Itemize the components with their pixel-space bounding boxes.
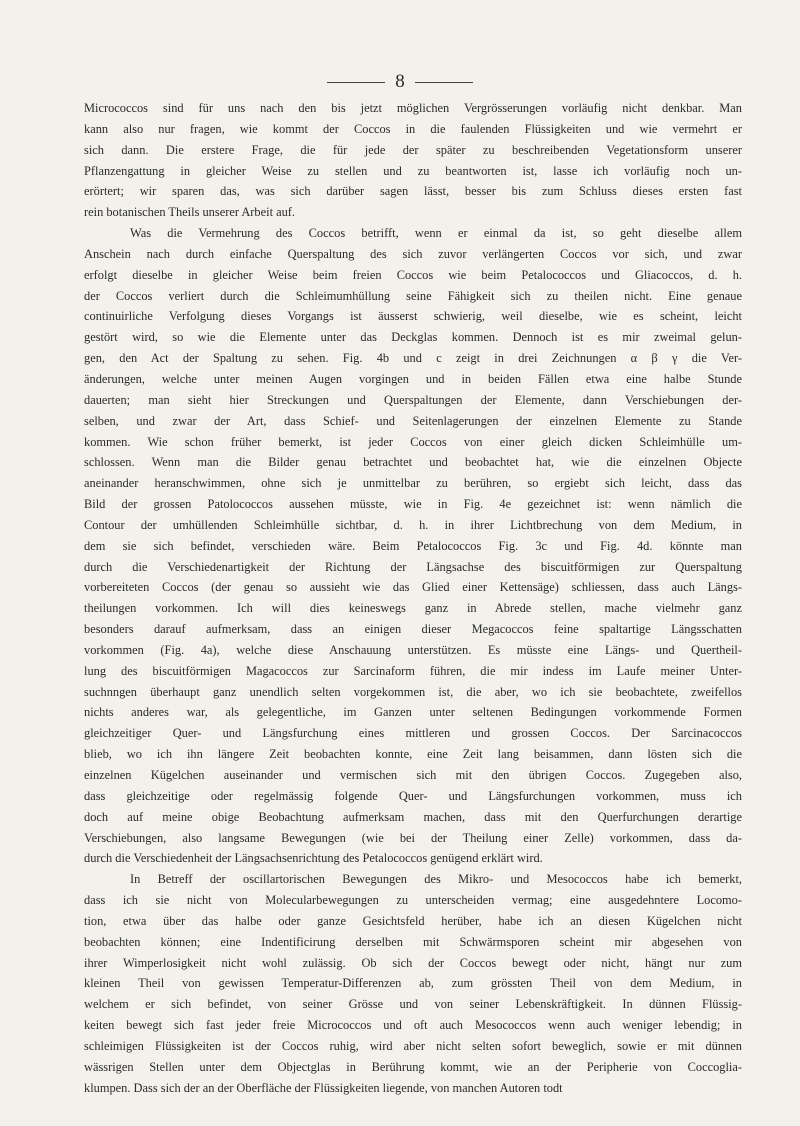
text-line: Bild der grossen Patolococcos aussehen müsste, wie in Fig. 4e gezeichnet ist: wenn nämlich die [84, 497, 742, 512]
text-line: dass gleichzeitige oder regelmässig folgende Quer- und Längsfurchungen vorkommen, muss ich [84, 788, 742, 803]
text-line: Anschein nach durch einfache Querspaltung des sich zuvor verlängerten Coccos vor sich, und zwar [84, 246, 742, 261]
text-line: einzelnen Kügelchen auseinander und vermischen sich mit den übrigen Coccos. Zugegeben also, [84, 768, 742, 782]
text-line: sich dann. Die erstere Frage, die für jede der später zu beschreibenden Vegetationsform unserer [84, 142, 742, 157]
text-line: gleichzeitiger Quer- und Längsfurchung eines mittleren und grossen Coccos. Der Sarcinacoccos [84, 726, 742, 741]
header-rule-left [327, 82, 385, 83]
header-rule-right [415, 82, 473, 83]
text-line: schlossen. Wenn man die Bilder genau betrachtet und beobachtet hat, wie die einzelnen Objecte [84, 455, 742, 470]
page-number: 8 [395, 71, 405, 92]
text-line: Pflanzengattung in gleicher Weise zu stellen und zu beantworten ist, lasse ich vorläufig noch un- [84, 163, 742, 178]
text-line: klumpen. Dass sich der an der Oberfläche der Flüssigkeiten liegende, von manchen Autoren todt [84, 1080, 563, 1095]
text-line: kann also nur fragen, wie kommt der Coccos in die faulenden Flüssigkeiten und wie vermehrt er [84, 121, 742, 136]
text-line: vorkommen (Fig. 4a), welche diese Anschauung unterstützen. Es müsste eine Längs- und Quertheil- [84, 642, 742, 657]
text-line: vorbereiteten Coccos (der genau so aussieht wie das Glied einer Kettensäge) schliessen, dass auch Längs- [84, 580, 742, 595]
text-line: Contour der umhüllenden Schleimhülle sichtbar, d. h. in ihrer Lichtbrechung von dem Medium, in [84, 517, 742, 532]
text-line: der Coccos verliert durch die Schleimumhüllung seine Fähigkeit sich zu theilen nicht. Eine genaue [84, 288, 742, 303]
text-line: durch die Verschiedenheit der Längsachsenrichtung des Petalococcos genügend erklärt wird. [84, 851, 543, 866]
text-line: erfolgt dieselbe in gleicher Weise beim freien Coccos wie beim Petalococcos und Gliacoccos, d. h. [84, 267, 742, 282]
text-line: Was die Vermehrung des Coccos betrifft, wenn er einmal da ist, so geht dieselbe allem [130, 226, 742, 241]
text-line: dem sie sich befindet, verschieden wäre. Beim Petalococcos Fig. 3c und Fig. 4d. könnte man [84, 538, 742, 553]
text-line: doch auf meine obige Beobachtung aufmerksam machen, dass mit den Querfurchungen derartige [84, 809, 742, 824]
text-line: theilungen vorkommen. Ich will dies keineswegs ganz in Abrede stellen, mache vielmehr ganz [84, 601, 742, 616]
text-line: beobachten können; eine Indentificirung derselben mit Schwärmsporen scheint mir abgesehen von [84, 934, 742, 949]
text-line: änderungen, welche unter meinen Augen vorgingen und in beiden Fällen etwa eine halbe Stunde [84, 371, 742, 386]
text-line: tion, etwa über das halbe oder ganze Gesichtsfeld herüber, habe ich an diesen Kügelchen nicht [84, 913, 742, 928]
text-line: durch die Verschiedenartigkeit der Richtung der Längsachse des biscuitförmigen zur Querspaltung [84, 559, 742, 574]
text-line: kommen. Wie schon früher bemerkt, ist jeder Coccos von einer gleich dicken Schleimhülle um- [84, 434, 742, 449]
text-line: dauerten; man sieht hier Streckungen und Querspaltungen der Elemente, dann Verschiebungen der- [84, 392, 742, 407]
text-line: keiten bewegt sich fast jeder freie Micrococcos und oft auch Mesococcos wenn auch weniger lebendig; in [84, 1018, 742, 1033]
text-line: Micrococcos sind für uns nach den bis jetzt möglichen Vergrösserungen vorläufig nicht denkbar. Man [84, 101, 742, 115]
text-line: blieb, wo ich ihn längere Zeit beobachten konnte, eine Zeit lang beisammen, dann lösten sich die [84, 747, 742, 762]
text-line: nichts anderes war, als gelegentliche, im Ganzen unter seltenen Bedingungen vorkommende Formen [84, 705, 742, 720]
text-line: lung des biscuitförmigen Magacoccos zur Sarcinaform führen, die mir indess im Laufe meiner Unter- [84, 663, 742, 678]
text-line: gen, den Act der Spaltung zu sehen. Fig. 4b und c zeigt in drei Zeichnungen α β γ die Ver- [84, 351, 742, 366]
text-line: erörtert; wir sparen das, was sich darüber sagen lässt, besser bis zum Schluss dieses ersten fast [84, 184, 742, 199]
text-line: besonders darauf aufmerksam, dass an einigen dieser Megacoccos feine spaltartige Längsschatten [84, 622, 742, 637]
text-line: suchnngen überhaupt ganz unendlich selten vorgekommen ist, die aber, wo ich sie beobachtete, zweifellos [84, 684, 742, 699]
text-line: aneinander heranschwimmen, ohne sich je unmittelbar zu berühren, so ergiebt sich leicht, dass das [84, 476, 742, 491]
text-line: dass ich sie nicht von Molecularbewegungen zu unterscheiden vermag; eine ausgedehntere Locomo- [84, 893, 742, 908]
text-line: gestört wird, so wie die Elemente unter das Deckglas kommen. Dennoch ist es mir zweimal gelun- [84, 330, 742, 345]
text-line: Verschiebungen, also langsame Bewegungen (wie bei der Theilung einer Zelle) vorkommen, dass da- [84, 830, 742, 845]
text-line: kleinen Theil von gewissen Temperatur-Differenzen ab, zum grössten Theil von dem Medium, in [84, 976, 742, 991]
text-line: wässrigen Stellen unter dem Objectglas in Berührung kommt, wie an der Peripherie von Coccoglia- [84, 1059, 742, 1074]
text-line: continuirliche Verfolgung dieses Vorgangs ist äusserst schwierig, weil dieselbe, wie es scheint, leicht [84, 309, 742, 324]
text-line: selben, und zwar der Art, dass Schief- und Seitenlagerungen der einzelnen Elemente zu Stande [84, 413, 742, 428]
text-line: welchem er sich befindet, von seiner Grösse und von seiner Lebenskräftigkeit. In dünnen Flüssig- [84, 997, 742, 1012]
text-line: schleimigen Flüssigkeiten ist der Coccos ruhig, wird aber nicht selten sofort beweglich, sowie er mit dünnen [84, 1038, 742, 1053]
page-header [0, 72, 800, 92]
body-text [84, 98, 742, 1099]
text-line: rein botanischen Theils unserer Arbeit auf. [84, 205, 296, 220]
text-line: ihrer Wimperlosigkeit nicht wohl zulässig. Ob sich der Coccos bewegt oder nicht, hängt nur zum [84, 955, 742, 970]
text-line: In Betreff der oscillartorischen Bewegungen des Mikro- und Mesococcos habe ich bemerkt, [130, 872, 742, 887]
